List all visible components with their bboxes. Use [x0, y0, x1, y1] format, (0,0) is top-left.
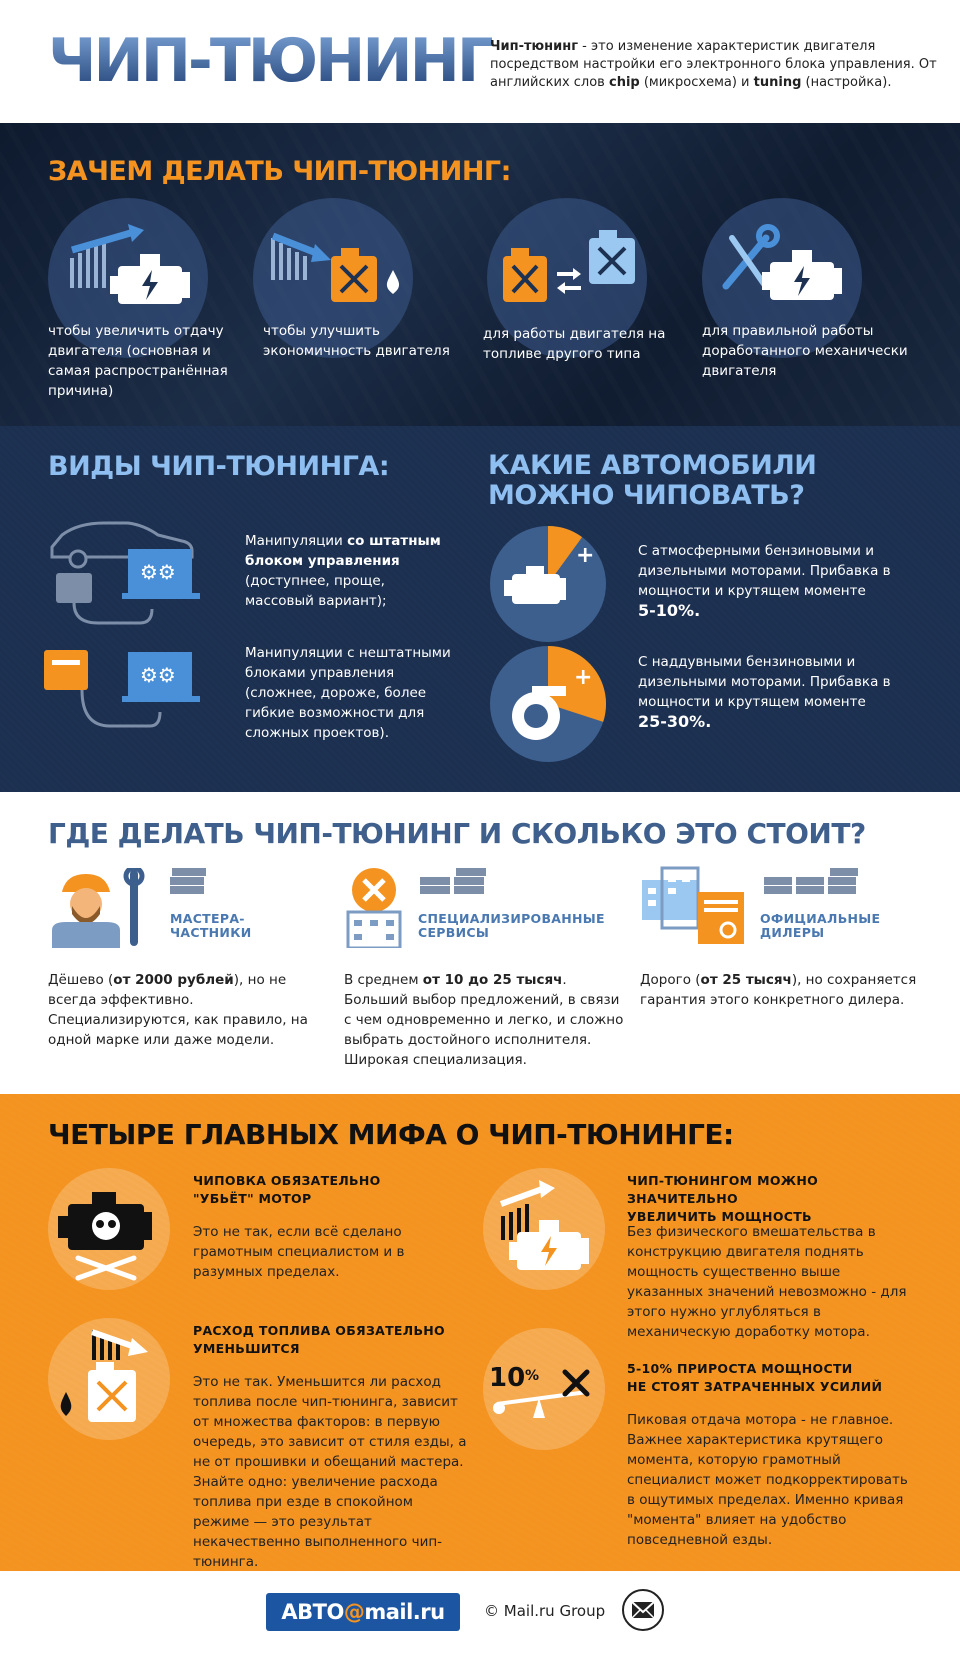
money-large-icon [762, 868, 862, 898]
custom-ecu-icon [40, 646, 210, 734]
myth-2-heading: РАСХОД ТОПЛИВА ОБЯЗАТЕЛЬНО УМЕНЬШИТСЯ [193, 1323, 445, 1356]
reason-4-text: для правильной работы доработанного механически двигателя [702, 323, 908, 379]
where-text-3: Дорого (от 25 тысяч), но сохраняется гарантия этого конкретного дилера. [640, 972, 917, 1008]
money-medium-icon [418, 868, 488, 898]
myths-title: ЧЕТЫРЕ ГЛАВНЫХ МИФА О ЧИП-ТЮНИНГЕ: [48, 1118, 734, 1151]
cars-item-1: С атмосферными бензиновыми и дизельными моторами. Прибавка в мощности и крутящем моменте 5-10%. [638, 543, 891, 620]
svg-text:⚙⚙: ⚙⚙ [140, 663, 176, 687]
reason-1-text: чтобы увеличить отдачу двигателя (основная и самая распространённая причина) [48, 323, 228, 399]
svg-text:10: 10 [489, 1363, 526, 1393]
page-title: ЧИП-ТЮНИНГ [48, 26, 493, 96]
turbo-engine-pie [490, 646, 606, 762]
mechanic-icon [46, 868, 156, 948]
mail-envelope-icon[interactable] [622, 1589, 664, 1631]
types-title: ВИДЫ ЧИП-ТЮНИНГА: [48, 451, 390, 482]
fuel-can-chart-icon [48, 1318, 170, 1440]
money-small-icon [168, 868, 208, 898]
where-label-3: ОФИЦИАЛЬНЫЕ ДИЛЕРЫ [760, 911, 881, 940]
myth-4-text: Пиковая отдача мотора - не главное. Важнее характеристика крутящего момента, которую грамотный специалист может подкорректировать в ощутимых пределах. Именно кривая "момента" влияет на удобство повседневной езды. [627, 1412, 908, 1548]
standard-ecu-icon [48, 519, 208, 629]
footer [0, 1571, 960, 1657]
cars-title: КАКИЕ АВТОМОБИЛИ МОЖНО ЧИПОВАТЬ? [488, 450, 817, 511]
power-chart-engine-icon [483, 1168, 605, 1290]
copyright: © Mail.ru Group [484, 1602, 606, 1620]
where-label-1: МАСТЕРА- ЧАСТНИКИ [170, 911, 252, 940]
why-title: ЗАЧЕМ ДЕЛАТЬ ЧИП-ТЮНИНГ: [48, 156, 511, 187]
atmospheric-engine-pie [490, 526, 606, 642]
service-icon [344, 868, 404, 948]
skull-engine-icon [48, 1168, 170, 1290]
myth-1-heading: ЧИПОВКА ОБЯЗАТЕЛЬНО "УБЬЁТ" МОТОР [193, 1173, 381, 1206]
where-label-2: СПЕЦИАЛИЗИРОВАННЫЕ СЕРВИСЫ [418, 911, 605, 940]
myth-3-heading: ЧИП-ТЮНИНГОМ МОЖНО ЗНАЧИТЕЛЬНО УВЕЛИЧИТЬ МОЩНОСТЬ [627, 1173, 819, 1224]
myth-2-text: Это не так. Уменьшится ли расход топлива после чип-тюнинга, зависит от множества факторов: в первую очередь, это зависит от стиля езды, а не от прошивки и обещаний мастера. Знайте одно: увеличение расхода топлива при езде в спокойном режиме — это результат некачественно выполненного чип-тюнинга. [193, 1374, 467, 1570]
svg-text:%: % [525, 1368, 540, 1384]
intro-text: Чип-тюнинг - это изменение характеристик двигателя посредством настройки его электронного блока управления. От английских слов chip (микросхема) и tuning (настройка). [490, 39, 937, 90]
type-1-text: Манипуляции со штатным блоком управления (доступнее, проще, массовый вариант); [245, 533, 441, 609]
svg-text:⚙⚙: ⚙⚙ [140, 560, 176, 584]
svg-text:+: + [574, 665, 593, 690]
type-2-text: Манипуляции с нештатными блоками управления (сложнее, дороже, более гибкие возможности для сложных проектов). [245, 645, 451, 741]
myth-3-text: Без физического вмешательства в конструкцию двигателя поднять мощность существенно выше указанных значений невозможно - для этого нужно углубляться в механическую доработку мотора. [627, 1224, 907, 1340]
auto-mail-logo[interactable]: АВТО@mail.ru [266, 1593, 460, 1631]
ten-percent-icon [483, 1328, 605, 1450]
dealer-icon [640, 866, 746, 946]
where-title: ГДЕ ДЕЛАТЬ ЧИП-ТЮНИНГ И СКОЛЬКО ЭТО СТОИТ? [48, 817, 866, 850]
svg-text:+: + [576, 543, 595, 568]
reason-3-text: для работы двигателя на топливе другого типа [483, 326, 666, 362]
myth-4-heading: 5-10% ПРИРОСТА МОЩНОСТИ НЕ СТОЯТ ЗАТРАЧЕННЫХ УСИЛИЙ [627, 1361, 883, 1394]
where-text-2: В среднем от 10 до 25 тысяч. Больший выбор предложений, в связи с чем одновременно и легко, и сложно выбрать достойного исполнителя. Широкая специализация. [344, 972, 624, 1068]
myth-1-text: Это не так, если всё сделано грамотным специалистом и в разумных пределах. [193, 1224, 405, 1280]
reason-2-text: чтобы улучшить экономичность двигателя [263, 323, 450, 359]
where-text-1: Дёшево (от 2000 рублей), но не всегда эффективно. Специализируются, как правило, на одной марке или даже модели. [48, 972, 308, 1048]
cars-item-2: С наддувными бензиновыми и дизельными моторами. Прибавка в мощности и крутящем моменте 25-30%. [638, 654, 891, 731]
